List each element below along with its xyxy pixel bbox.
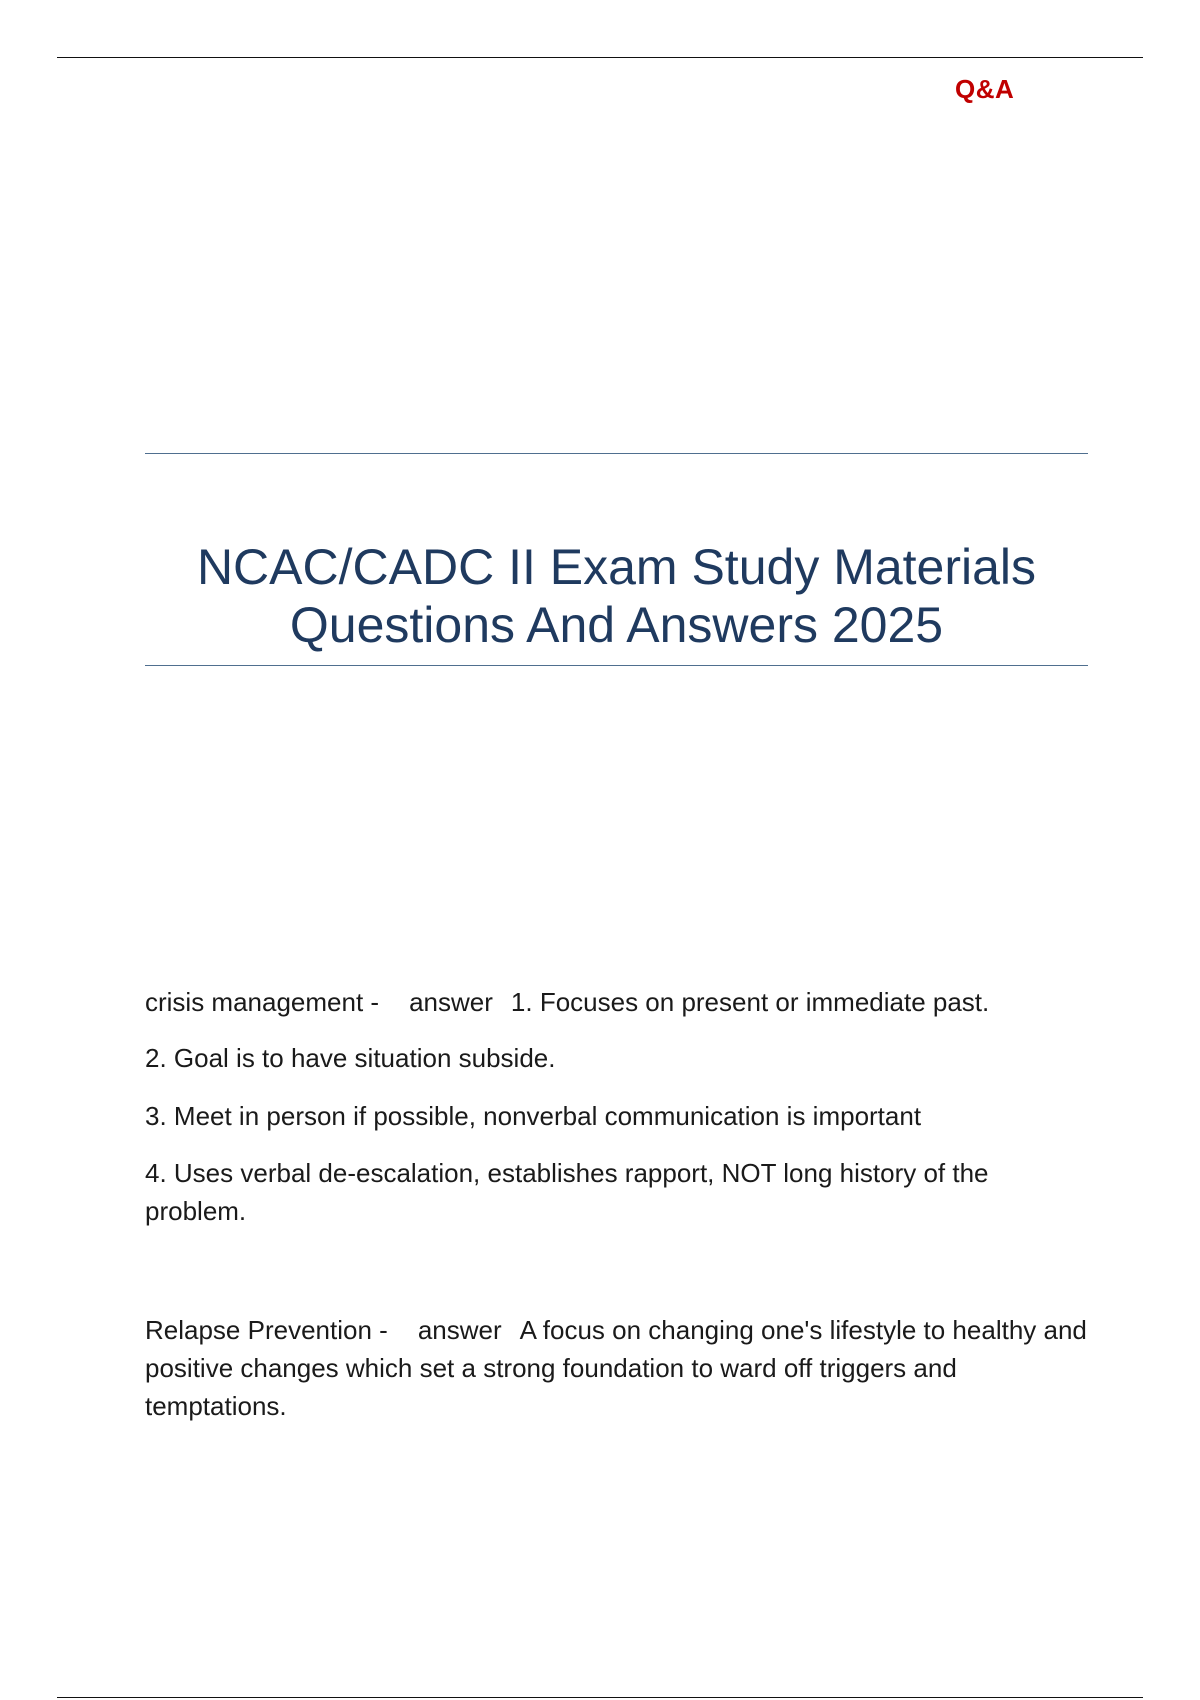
- qa-line: [145, 983, 989, 1021]
- qa-answer-label: answer: [409, 987, 493, 1017]
- qa-term: Relapse Prevention -: [145, 1315, 388, 1345]
- page-bottom-rule: [57, 1697, 1143, 1698]
- qa-answer-text: 1. Focuses on present or immediate past.: [510, 987, 990, 1017]
- qa-answer-text: A focus on changing one's lifestyle to healthy and positive changes which set a strong foundation to ward off triggers and temptations.: [145, 1315, 1087, 1421]
- title-bottom-rule: [145, 665, 1088, 666]
- qa-line: [145, 1311, 1095, 1425]
- document-title-line-2: Questions And Answers 2025: [289, 597, 944, 653]
- qa-answer-line: 4. Uses verbal de-escalation, establishes rapport, NOT long history of the problem.: [145, 1158, 989, 1226]
- header-qa-tag: Q&A: [955, 74, 1015, 104]
- qa-answer-label: answer: [417, 1315, 502, 1345]
- document-title-line-1: NCAC/CADC II Exam Study Materials: [196, 539, 1037, 595]
- qa-answer-line: 2. Goal is to have situation subside.: [145, 1043, 556, 1073]
- qa-item-relapse-prevention: [145, 1311, 1095, 1425]
- title-top-rule: [145, 453, 1088, 454]
- page-top-rule: [57, 57, 1143, 58]
- document-title: [145, 538, 1088, 654]
- qa-answer-line: 3. Meet in person if possible, nonverbal communication is important: [145, 1101, 922, 1131]
- qa-term: crisis management -: [145, 987, 380, 1017]
